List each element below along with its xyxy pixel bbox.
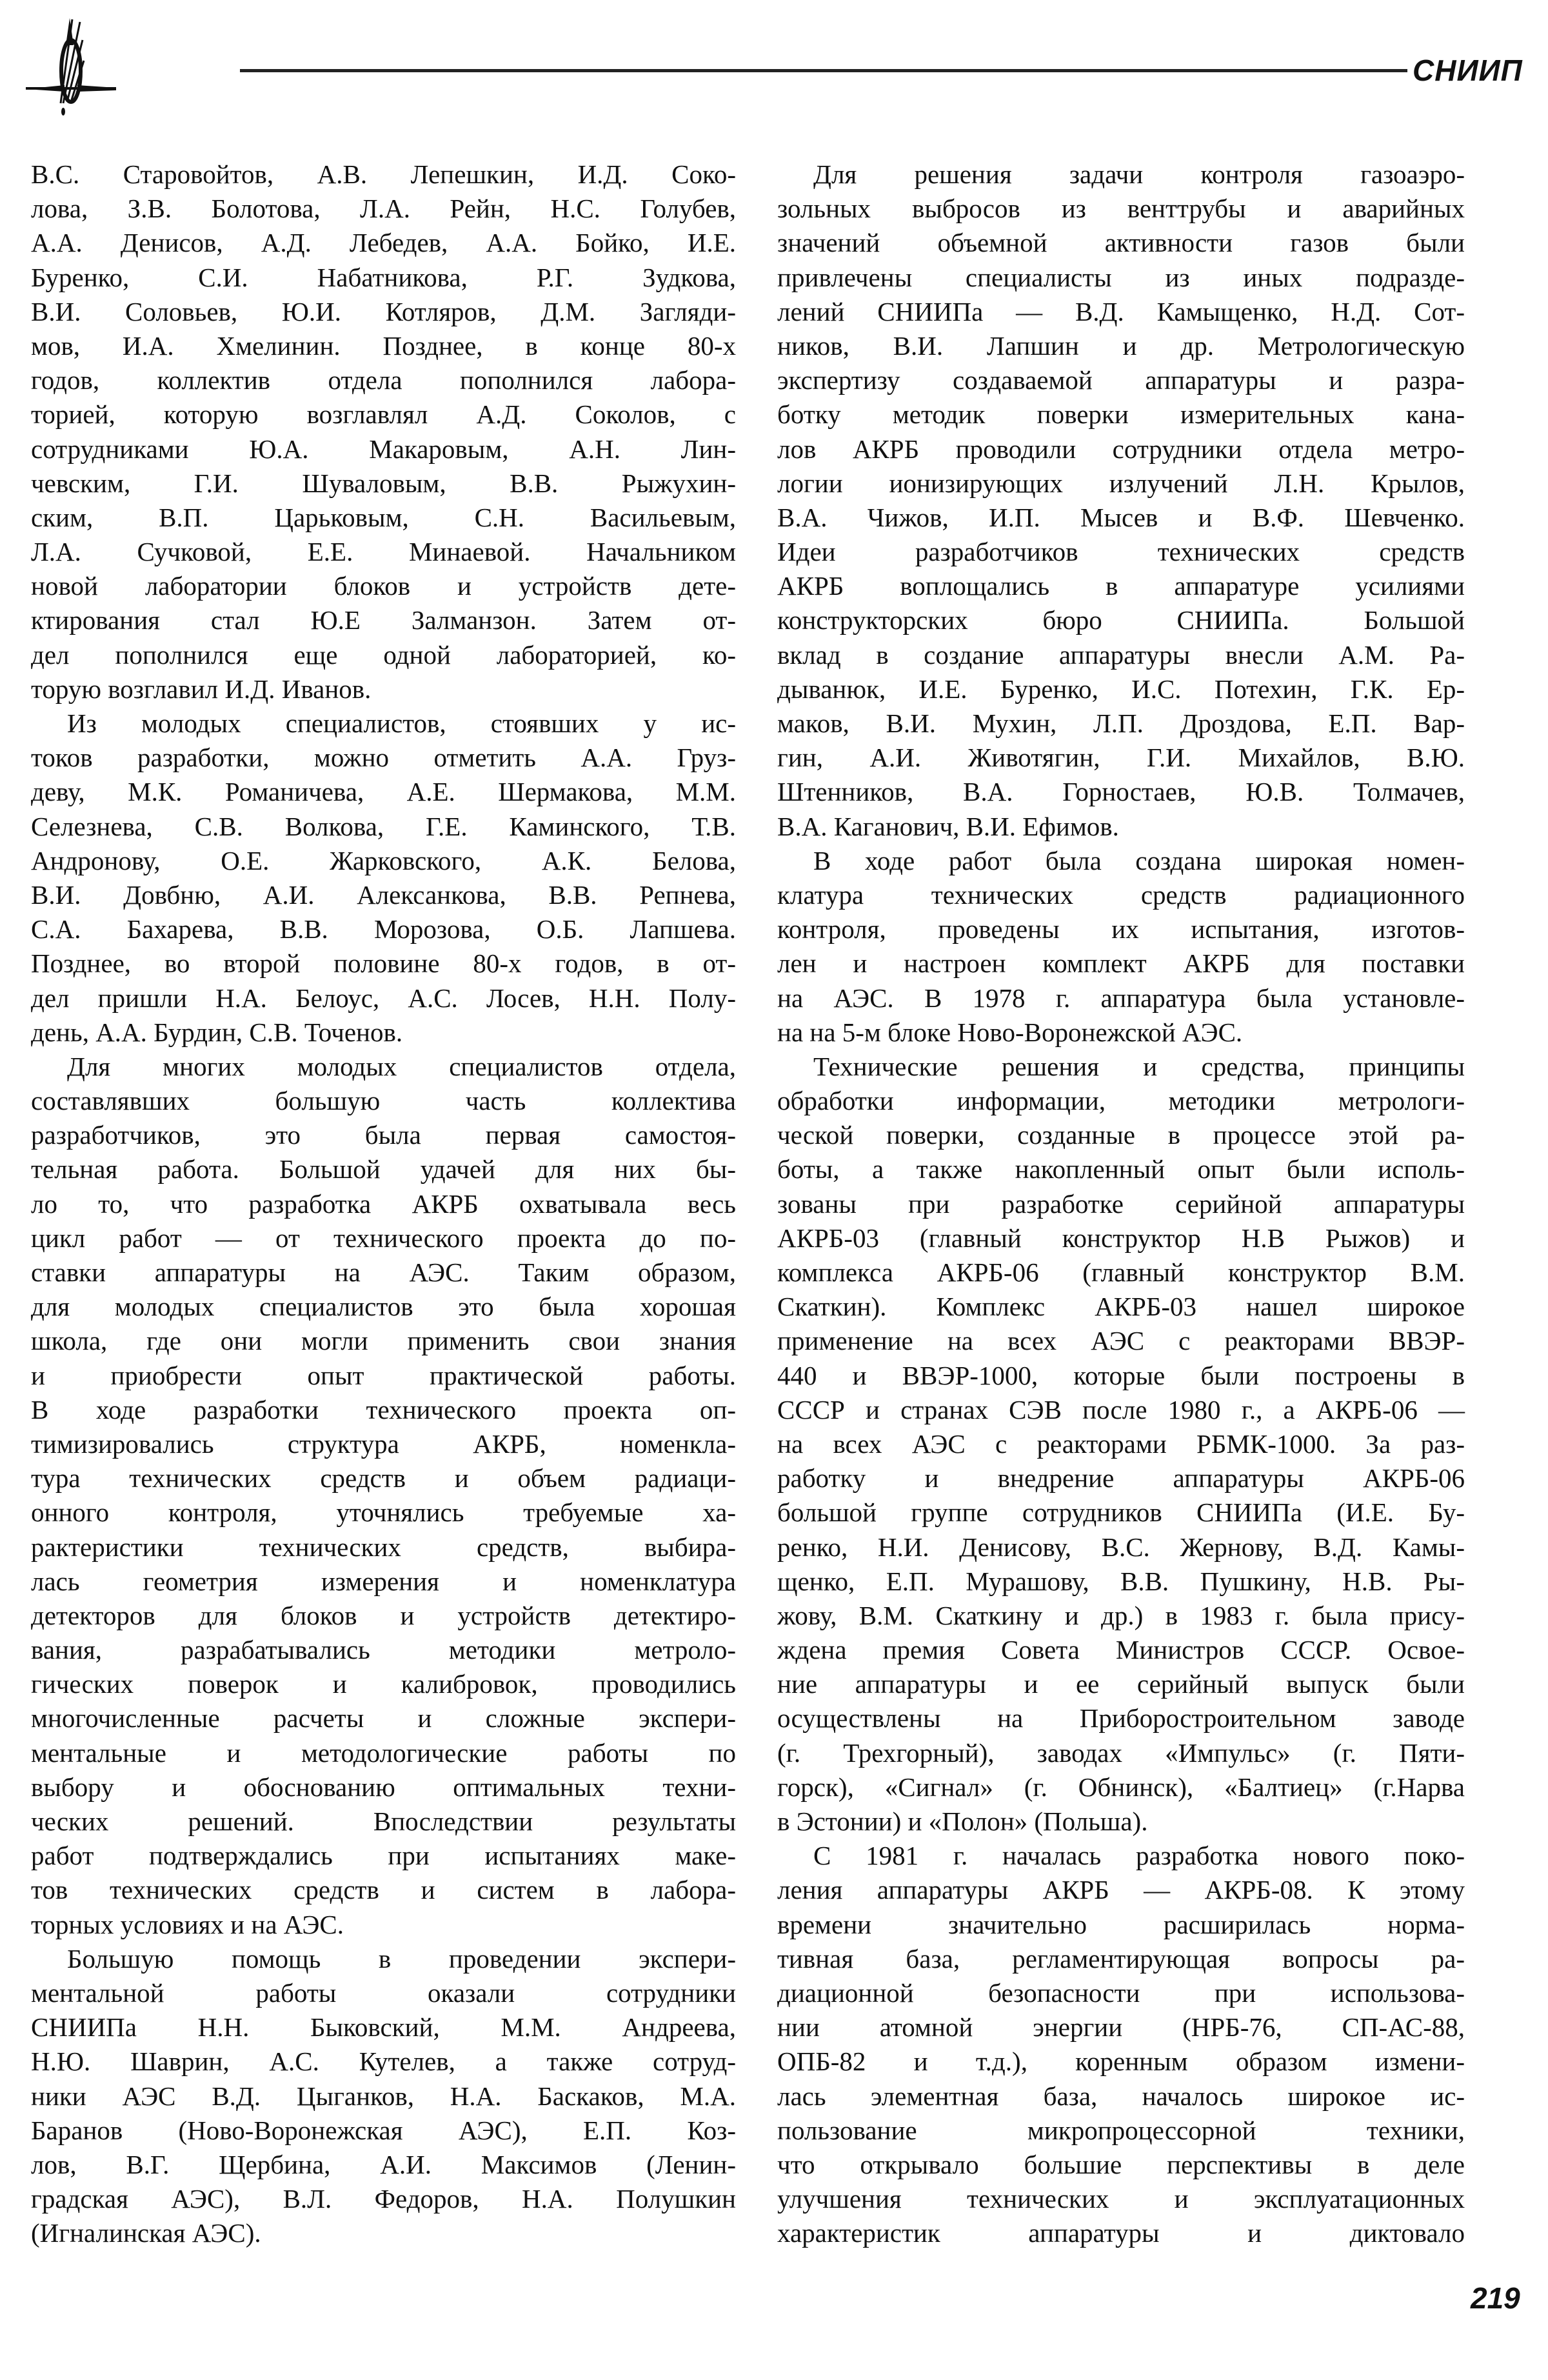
text-line: ментальной работы оказали сотрудники	[31, 1977, 736, 2008]
text-column-left	[31, 157, 736, 2250]
text-line: контроля, проведены их испытания, изготов-	[777, 914, 1465, 945]
text-line: В.А. Каганович, В.И. Ефимов.	[777, 811, 1119, 841]
text-line: на всех АЭС с реакторами РБМК-1000. За раз-	[777, 1428, 1465, 1459]
text-line: онного контроля, уточнялись требуемые ха-	[31, 1497, 736, 1528]
paragraph	[777, 157, 1465, 844]
text-line: Для многих молодых специалистов отдела,	[67, 1051, 736, 1081]
text-line: Большую помощь в проведении экспери-	[67, 1943, 736, 1974]
text-line: что открывало большие перспективы в деле	[777, 2149, 1465, 2179]
text-line: Селезнева, С.В. Волкова, Г.Е. Каминского, Т.В.	[31, 811, 736, 841]
text-line: дыванюк, И.Е. Буренко, И.С. Потехин, Г.К. Ер-	[777, 674, 1465, 704]
text-line: составлявших большую часть коллектива	[31, 1086, 736, 1116]
text-line: В.И. Довбню, А.И. Алексанкова, В.В. Репнева,	[31, 879, 736, 910]
text-line: В.И. Соловьев, Ю.И. Котляров, Д.М. Загляди-	[31, 296, 736, 326]
text-line: лов АКРБ проводили сотрудники отдела метро-	[777, 434, 1465, 464]
header-rule	[240, 69, 1407, 72]
text-line: С.А. Бахарева, В.В. Морозова, О.Б. Лапшева.	[31, 914, 736, 945]
text-line: ники АЭС В.Д. Цыганков, Н.А. Баскаков, М.А.	[31, 2081, 736, 2111]
text-line: жову, В.М. Скаткину и др.) в 1983 г. была прису-	[777, 1600, 1465, 1630]
text-line: Для решения задачи контроля газоаэро-	[813, 159, 1465, 189]
sniip-logo-icon	[26, 6, 116, 116]
text-line: торией, которую возглавлял А.Д. Соколов, с	[31, 399, 736, 430]
text-line: Н.Ю. Шаврин, А.С. Кутелев, а также сотруд-	[31, 2046, 736, 2077]
text-line: лен и настроен комплект АКРБ для поставки	[777, 948, 1465, 979]
text-line: боты, а также накопленный опыт были исполь-	[777, 1154, 1465, 1185]
text-line: день, А.А. Бурдин, С.В. Точенов.	[31, 1017, 403, 1047]
text-line: улучшения технических и эксплуатационных	[777, 2184, 1465, 2214]
text-line: В.А. Чижов, И.П. Мысев и В.Ф. Шевченко.	[777, 502, 1465, 532]
text-line: 440 и ВВЭР-1000, которые были построены в	[777, 1360, 1465, 1390]
text-line: тов технических средств и систем в лабора-	[31, 1875, 736, 1905]
text-line: обработки информации, методики метрологи-	[777, 1086, 1465, 1116]
text-line: гин, А.И. Животягин, Г.И. Михайлов, В.Ю.	[777, 743, 1465, 773]
paragraph	[777, 844, 1465, 1050]
text-line: ренко, Н.И. Денисову, В.С. Жернову, В.Д. Камы-	[777, 1532, 1465, 1562]
text-line: вания, разрабатывались методики метроло-	[31, 1635, 736, 1665]
text-line: Буренко, С.И. Набатникова, Р.Г. Зудкова,	[31, 262, 736, 292]
text-line: привлечены специалисты из иных подразде-	[777, 262, 1465, 292]
text-line: деву, М.К. Романичева, А.Е. Шермакова, М.М.	[31, 777, 736, 807]
text-line: ским, В.П. Царьковым, С.Н. Васильевым,	[31, 502, 736, 532]
page-number: 219	[1471, 2281, 1520, 2315]
text-line: времени значительно расширилась норма-	[777, 1909, 1465, 1939]
text-line: СССР и странах СЭВ после 1980 г., а АКРБ-06 —	[777, 1394, 1465, 1425]
text-line: С 1981 г. началась разработка нового поко-	[813, 1841, 1465, 1871]
text-line: ждена премия Совета Министров СССР. Освое-	[777, 1635, 1465, 1665]
paragraph	[31, 157, 736, 706]
paragraph	[777, 1839, 1465, 2250]
text-line: пользование микропроцессорной техники,	[777, 2115, 1465, 2145]
text-line: ников, В.И. Лапшин и др. Метрологическую	[777, 330, 1465, 361]
text-line: экспертизу создаваемой аппаратуры и разра-	[777, 365, 1465, 395]
text-line: АКРБ-03 (главный конструктор Н.В Рыжов) и	[777, 1223, 1465, 1253]
paragraph	[31, 706, 736, 1050]
text-line: выбору и обоснованию оптимальных техни-	[31, 1772, 736, 1802]
text-line: тура технических средств и объем радиаци-	[31, 1463, 736, 1494]
text-line: детекторов для блоков и устройств детектиро-	[31, 1600, 736, 1630]
text-line: Из молодых специалистов, стоявших у ис-	[67, 708, 736, 738]
header-title: СНИИП	[1413, 54, 1523, 87]
text-line: тимизировались структура АКРБ, номенкла-	[31, 1428, 736, 1459]
text-line: логии ионизирующих излучений Л.Н. Крылов,	[777, 468, 1465, 498]
text-column-right	[777, 157, 1465, 2250]
text-line: тивная база, регламентирующая вопросы ра-	[777, 1943, 1465, 1974]
text-line: школа, где они могли применить свои знания	[31, 1326, 736, 1356]
text-line: многочисленные расчеты и сложные экспери-	[31, 1703, 736, 1734]
text-line: Л.А. Сучковой, Е.Е. Минаевой. Начальником	[31, 537, 736, 567]
text-line: Скаткин). Комплекс АКРБ-03 нашел широкое	[777, 1292, 1465, 1322]
text-line: осуществлены на Приборостроительном заводе	[777, 1703, 1465, 1734]
text-line: комплекса АКРБ-06 (главный конструктор В.М.	[777, 1257, 1465, 1287]
text-line: лений СНИИПа — В.Д. Камыщенко, Н.Д. Сот-	[777, 296, 1465, 326]
text-line: (Игналинская АЭС).	[31, 2218, 261, 2248]
text-line: диационной безопасности при использова-	[777, 1977, 1465, 2008]
text-line: работ подтверждались при испытаниях маке-	[31, 1841, 736, 1871]
text-line: нии атомной энергии (НРБ-76, СП-АС-88,	[777, 2012, 1465, 2043]
text-line: градская АЭС), В.Л. Федоров, Н.А. Полушкин	[31, 2184, 736, 2214]
text-line: А.А. Денисов, А.Д. Лебедев, А.А. Бойко, И.Е.	[31, 228, 736, 258]
text-line: АКРБ воплощались в аппаратуре усилиями	[777, 571, 1465, 601]
text-line: маков, В.И. Мухин, Л.П. Дроздова, Е.П. Вар-	[777, 708, 1465, 738]
text-line: сотрудниками Ю.А. Макаровым, А.Н. Лин-	[31, 434, 736, 464]
text-line: ментальные и методологические работы по	[31, 1737, 736, 1768]
text-line: ставки аппаратуры на АЭС. Таким образом,	[31, 1257, 736, 1287]
text-line: ние аппаратуры и ее серийный выпуск были	[777, 1669, 1465, 1699]
text-line: СНИИПа Н.Н. Быковский, М.М. Андреева,	[31, 2012, 736, 2043]
text-line: рактеристики технических средств, выбира-	[31, 1532, 736, 1562]
text-line: новой лаборатории блоков и устройств дете-	[31, 571, 736, 601]
text-line: ческой поверки, созданные в процессе этой ра-	[777, 1120, 1465, 1150]
text-line: ОПБ-82 и т.д.), коренным образом измени-	[777, 2046, 1465, 2077]
text-line: и приобрести опыт практической работы.	[31, 1360, 736, 1390]
paragraph	[777, 1050, 1465, 1839]
text-line: Андронову, О.Е. Жарковского, А.К. Белова,	[31, 845, 736, 875]
text-line: дел пришли Н.А. Белоус, А.С. Лосев, Н.Н. Полу-	[31, 983, 736, 1013]
paragraph	[31, 1942, 736, 2251]
text-line: ления аппаратуры АКРБ — АКРБ-08. К этому	[777, 1875, 1465, 1905]
text-line: Позднее, во второй половине 80-х годов, в от-	[31, 948, 736, 979]
text-line: для молодых специалистов это была хорошая	[31, 1292, 736, 1322]
text-line: зованы при разработке серийной аппаратуры	[777, 1188, 1465, 1219]
text-line: годов, коллектив отдела пополнился лабора-	[31, 365, 736, 395]
text-line: цикл работ — от технического проекта до по-	[31, 1223, 736, 1253]
text-line: токов разработки, можно отметить А.А. Груз-	[31, 743, 736, 773]
text-line: Штенников, В.А. Горностаев, Ю.В. Толмачев,	[777, 777, 1465, 807]
text-line: ботку методик поверки измерительных кана-	[777, 399, 1465, 430]
text-line: в Эстонии) и «Полон» (Польша).	[777, 1806, 1148, 1836]
text-line: ческих решений. Впоследствии результаты	[31, 1806, 736, 1836]
text-line: торных условиях и на АЭС.	[31, 1909, 344, 1939]
text-line: В ходе разработки технического проекта оп-	[31, 1394, 736, 1425]
paragraph	[31, 1050, 736, 1942]
text-line: лась геометрия измерения и номенклатура	[31, 1566, 736, 1596]
text-line: вклад в создание аппаратуры внесли А.М. Ра-	[777, 639, 1465, 670]
text-line: В.С. Старовойтов, А.В. Лепешкин, И.Д. Соко-	[31, 159, 736, 189]
text-line: Идеи разработчиков технических средств	[777, 537, 1465, 567]
text-line: на АЭС. В 1978 г. аппаратура была установле-	[777, 983, 1465, 1013]
text-line: большой группе сотрудников СНИИПа (И.Е. Бу-	[777, 1497, 1465, 1528]
text-line: на на 5-м блоке Ново-Воронежской АЭС.	[777, 1017, 1243, 1047]
text-line: лась элементная база, началось широкое ис-	[777, 2081, 1465, 2111]
text-line: торую возглавил И.Д. Иванов.	[31, 674, 372, 704]
text-line: Баранов (Ново-Воронежская АЭС), Е.П. Коз-	[31, 2115, 736, 2145]
text-line: горск), «Сигнал» (г. Обнинск), «Балтиец» (г.Нарва	[777, 1772, 1465, 1802]
text-line: разработчиков, это была первая самостоя-	[31, 1120, 736, 1150]
text-line: В ходе работ была создана широкая номен-	[813, 845, 1465, 875]
text-line: зольных выбросов из венттрубы и аварийных	[777, 194, 1465, 224]
text-line: характеристик аппаратуры и диктовало	[777, 2218, 1465, 2248]
text-line: значений объемной активности газов были	[777, 228, 1465, 258]
text-line: клатура технических средств радиационного	[777, 879, 1465, 910]
text-line: лов, В.Г. Щербина, А.И. Максимов (Ленин-	[31, 2149, 736, 2179]
text-line: Технические решения и средства, принципы	[813, 1051, 1465, 1081]
text-line: чевским, Г.И. Шуваловым, В.В. Рыжухин-	[31, 468, 736, 498]
text-line: щенко, Е.П. Мурашову, В.В. Пушкину, Н.В. Ры-	[777, 1566, 1465, 1596]
text-line: мов, И.А. Хмелинин. Позднее, в конце 80-х	[31, 330, 736, 361]
text-line: применение на всех АЭС с реакторами ВВЭР-	[777, 1326, 1465, 1356]
text-line: (г. Трехгорный), заводах «Импульс» (г. Пяти-	[777, 1737, 1465, 1768]
text-line: ло то, что разработка АКРБ охватывала весь	[31, 1188, 736, 1219]
text-line: тельная работа. Большой удачей для них бы-	[31, 1154, 736, 1185]
text-line: дел пополнился еще одной лабораторией, ко-	[31, 639, 736, 670]
text-line: гических поверок и калибровок, проводились	[31, 1669, 736, 1699]
text-line: работку и внедрение аппаратуры АКРБ-06	[777, 1463, 1465, 1494]
text-line: лова, З.В. Болотова, Л.А. Рейн, Н.С. Голубев,	[31, 194, 736, 224]
text-line: ктирования стал Ю.Е Залманзон. Затем от-	[31, 605, 736, 635]
text-line: конструкторских бюро СНИИПа. Большой	[777, 605, 1465, 635]
